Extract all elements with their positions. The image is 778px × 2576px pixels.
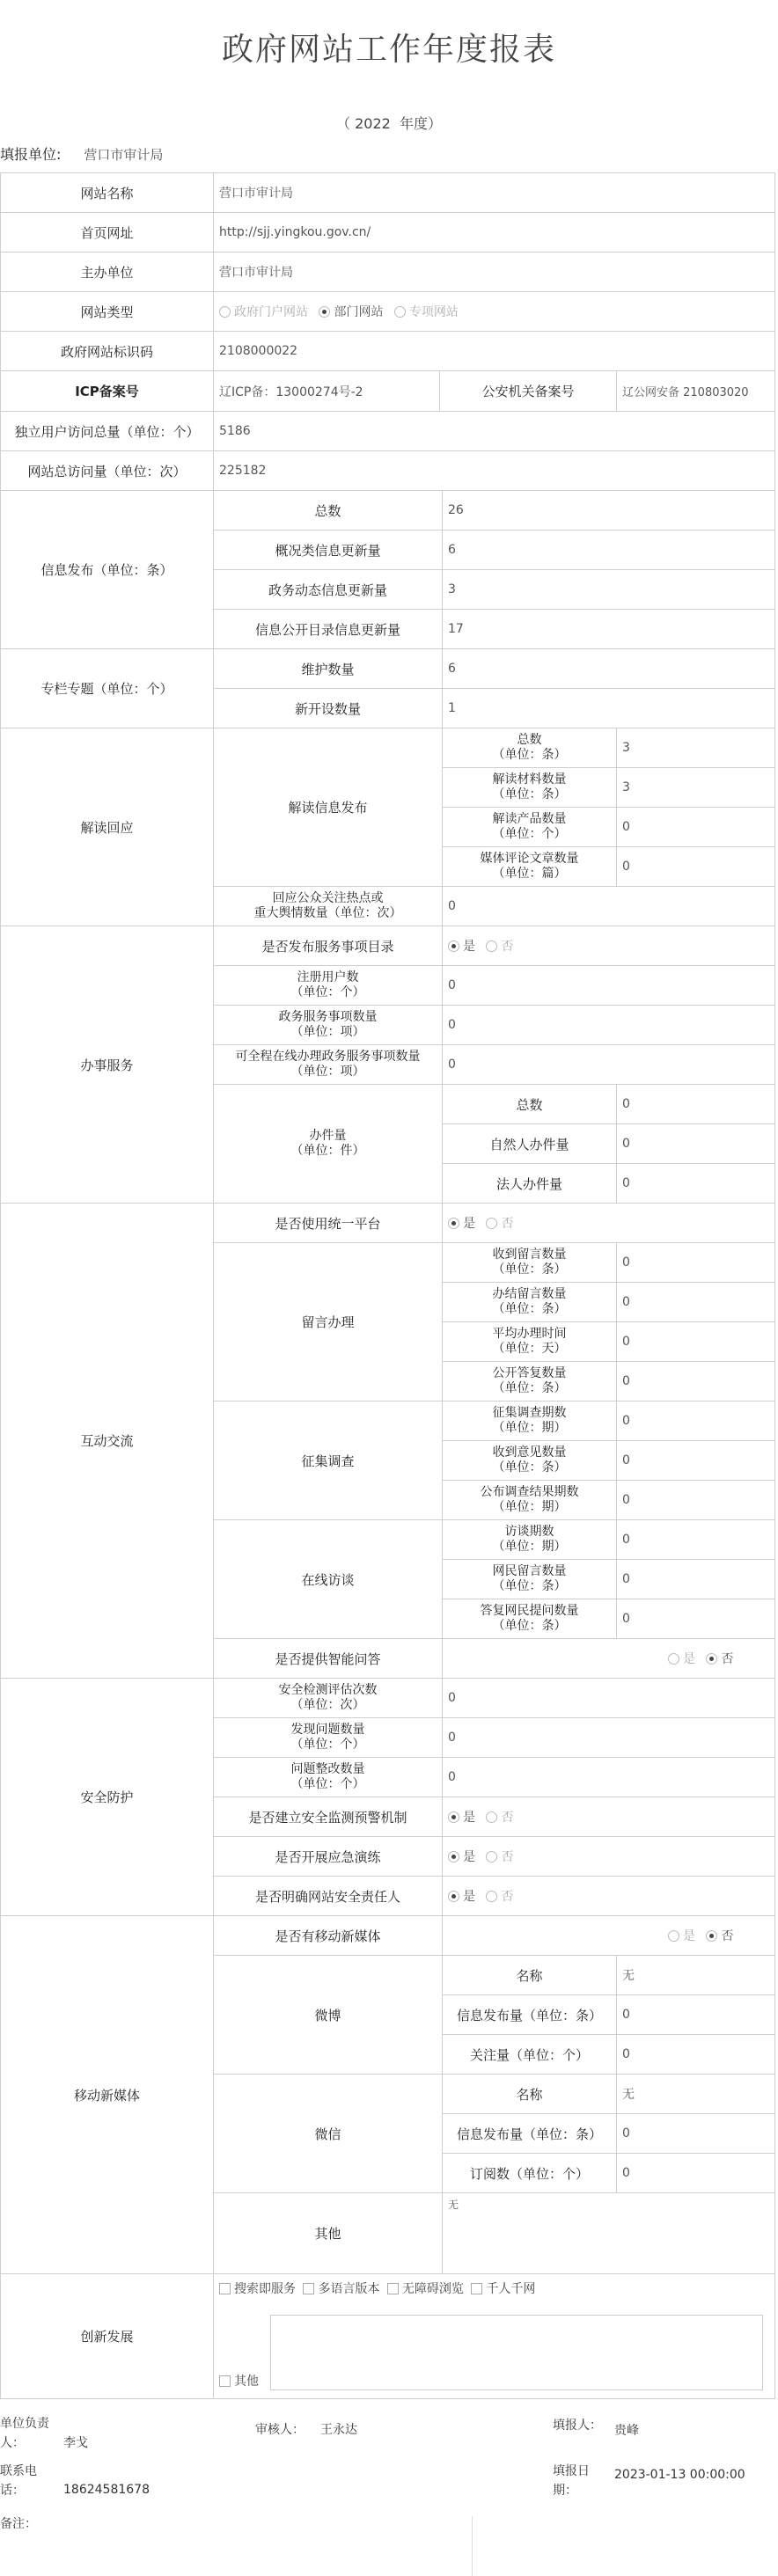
pv-value: 225182 xyxy=(214,451,775,491)
year-value: 2022 xyxy=(355,115,391,132)
msg-pub-value: 0 xyxy=(617,1362,775,1401)
wechat-name-value: 无 xyxy=(617,2075,775,2114)
interpret-respond-value: 0 xyxy=(443,887,775,926)
innovation-search-checkbox[interactable] xyxy=(219,2283,231,2294)
smart-no-radio[interactable] xyxy=(706,1653,717,1665)
service-catalog-yes-radio[interactable] xyxy=(448,940,459,952)
media-no-radio[interactable] xyxy=(706,1930,717,1942)
msg-time-value: 0 xyxy=(617,1322,775,1362)
police-label: 公安机关备案号 xyxy=(481,384,575,399)
survey-opinion-value: 0 xyxy=(617,1441,775,1481)
duty-no-radio[interactable] xyxy=(486,1891,497,1902)
innovation-other-textarea[interactable] xyxy=(270,2315,763,2390)
wechat-sub-value: 0 xyxy=(617,2154,775,2193)
security-fixed-value: 0 xyxy=(443,1758,775,1797)
info-total-value: 26 xyxy=(443,491,775,531)
interpret-section-label: 解读回应 xyxy=(1,728,214,926)
msg-recv-value: 0 xyxy=(617,1243,775,1283)
phone-label: 联系电 话： xyxy=(0,2464,37,2498)
service-catalog-no-radio[interactable] xyxy=(486,940,497,952)
drill-yes-radio[interactable] xyxy=(448,1851,459,1862)
innovation-section-label: 创新发展 xyxy=(1,2274,214,2399)
phone-value: 18624581678 xyxy=(63,2483,150,2497)
leader-label: 单位负责 人： xyxy=(0,2417,49,2450)
radio-special[interactable] xyxy=(394,306,406,318)
row-home-url: 首页网址 http://sjj.yingkou.gov.cn/ xyxy=(1,213,775,252)
row-pv: 网站总访问量（单位：次） 225182 xyxy=(1,451,775,491)
uv-value: 5186 xyxy=(214,412,775,451)
police-value: 辽公网安备 210803020 xyxy=(617,371,775,412)
row-icp: ICP备案号 辽ICP备：13000274号-2 公安机关备案号 辽公网安备 210803020 xyxy=(1,371,775,412)
platform-no-radio[interactable] xyxy=(486,1218,497,1229)
sponsor-value: 营口市审计局 xyxy=(214,252,775,292)
filler-unit: 填报单位: 营口市审计局 xyxy=(0,146,164,163)
wechat-pub-value: 0 xyxy=(617,2114,775,2154)
reviewer-label: 审核人： xyxy=(255,2423,305,2437)
row-site-code: 政府网站标识码 2108000022 xyxy=(1,332,775,371)
survey-count-value: 0 xyxy=(617,1401,775,1441)
icp-value: 辽ICP备：13000274号-2 xyxy=(214,371,440,411)
filler-unit-value: 营口市审计局 xyxy=(84,147,164,163)
service-vol-total-value: 0 xyxy=(617,1085,775,1124)
platform-yes-radio[interactable] xyxy=(448,1218,459,1229)
media-other-value: 无 xyxy=(443,2193,775,2274)
security-eval-value: 0 xyxy=(443,1679,775,1718)
smart-yes-radio[interactable] xyxy=(668,1653,679,1665)
filler-label: 填报人： xyxy=(553,2419,602,2433)
column-section-label: 专栏专题（单位：个） xyxy=(1,649,214,728)
duty-yes-radio[interactable] xyxy=(448,1891,459,1902)
info-disclosure-value: 17 xyxy=(443,610,775,649)
innovation-accessible-checkbox[interactable] xyxy=(387,2283,399,2294)
media-section-label: 移动新媒体 xyxy=(1,1916,214,2274)
remark-divider xyxy=(472,2516,473,2576)
innovation-personal-checkbox[interactable] xyxy=(471,2283,482,2294)
security-section-label: 安全防护 xyxy=(1,1679,214,1916)
site-code-value: 2108000022 xyxy=(214,332,775,371)
talk-count-value: 0 xyxy=(617,1520,775,1560)
interpret-product-value: 0 xyxy=(617,808,775,847)
monitor-yes-radio[interactable] xyxy=(448,1811,459,1823)
interpret-material-value: 3 xyxy=(617,768,775,808)
report-table: 网站名称 营口市审计局 首页网址 http://sjj.yingkou.gov.cn/ 主办单位 营口市审计局 网站类型 政府门户网站 部门网站 专项网站 政府网站标识码 2108000022 ICP备案号 辽ICP备：13000274号-2 公安机关备案号 辽公网安备 210803020 独立用户访问总量（单位：个） 5186 网站总访问量（单位：次） 225182 信息发布（单位：条） 总数 26 概况类信息更新量 6 政务动态信息更新量 3 信息公开目录信息更新量 17 专栏专题（单位：个） 维护数量 6 新开设数量 1 解读回应 解读信息发布 总数 （单位：条） 3 解读材料数量 （单位：条） 3 解读产品数量 （单位：个） 0 媒体评论文章数量 （单位：篇） 0 回应公众关注热点或 重大舆情数量（单位：次） 0 办事服务 是否发布服务事项目录 是 否 注册用户数 （单位：个） 0 政务服务事项数量 （单位：项） 0 可全程在线办理政务服务事项数量 （单位：项） 0 办件量 （单位：件） 总数 0 自然人办件量 0 法人办件量 0 互动交流 是否使用统一平台 是 否 留言办理 收到留言数量 （单位：条） 0 办结留言数量 （单位：条） 0 平均办理时间 （单位：天） 0 公开答复数量 （单位：条） 0 征集调查 征集调查期数 （单位：期） 0 收到意见数量 （单位：条） 0 公布调查结果期数 （单位：期） 0 在线访谈 访谈期数 （单位：期） 0 网民留言数量 （单位：条） 0 答复网民提问数量 （单位：条） 0 是否提供智能问答 是 否 安全防护 安全检测评估次数 （单位：次） 0 发现问题数量 （单位：个） 0 问题整改数量 （单位：个） 0 是否建立安全监测预警机制 是 否 是否开展应急演练 是 否 是否明确网站安全责任人 是 否 移动新媒体 是否有移动新媒体 是 否 微博 名称 无 信息发布量（单位：条） 0 关注量（单位：个） 0 微信 名称 无 信息发布量（单位：条） 0 订阅数（单位：个） 0 其他 无 创新发展 搜索即服务 多语言版本 无障碍浏览 千人千网 其他 xyxy=(0,172,775,2399)
remark-label: 备注： xyxy=(0,2517,37,2531)
info-overview-value: 6 xyxy=(443,531,775,570)
page-title: 政府网站工作年度报表 xyxy=(221,32,556,68)
radio-department[interactable] xyxy=(319,306,330,318)
column-new-value: 1 xyxy=(443,689,775,728)
site-name-value: 营口市审计局 xyxy=(214,173,775,213)
monitor-no-radio[interactable] xyxy=(486,1811,497,1823)
service-online-value: 0 xyxy=(443,1045,775,1085)
service-section-label: 办事服务 xyxy=(1,926,214,1204)
info-news-value: 3 xyxy=(443,570,775,610)
interpret-media-value: 0 xyxy=(617,847,775,887)
drill-no-radio[interactable] xyxy=(486,1851,497,1862)
innovation-other-checkbox[interactable] xyxy=(219,2375,231,2387)
service-users-value: 0 xyxy=(443,966,775,1006)
media-yes-radio[interactable] xyxy=(668,1930,679,1942)
reviewer-value: 王永达 xyxy=(320,2423,357,2437)
filler-value: 贵峰 xyxy=(614,2424,639,2438)
radio-portal[interactable] xyxy=(219,306,231,318)
column-maintain-value: 6 xyxy=(443,649,775,689)
service-vol-person-value: 0 xyxy=(617,1124,775,1164)
security-found-value: 0 xyxy=(443,1718,775,1758)
msg-done-value: 0 xyxy=(617,1283,775,1322)
row-sponsor: 主办单位 营口市审计局 xyxy=(1,252,775,292)
innovation-multilang-checkbox[interactable] xyxy=(303,2283,314,2294)
site-type-options: 政府门户网站 部门网站 专项网站 xyxy=(214,292,775,332)
date-label: 填报日 期： xyxy=(553,2464,590,2498)
service-items-value: 0 xyxy=(443,1006,775,1045)
report-year: （ 2022 年度） xyxy=(335,115,442,132)
date-value: 2023-01-13 00:00:00 xyxy=(614,2468,745,2482)
service-vol-legal-value: 0 xyxy=(617,1164,775,1204)
survey-result-value: 0 xyxy=(617,1481,775,1520)
weibo-pub-value: 0 xyxy=(617,1995,775,2035)
weibo-follow-value: 0 xyxy=(617,2035,775,2075)
row-site-name: 网站名称 营口市审计局 xyxy=(1,173,775,213)
row-site-type: 网站类型 政府门户网站 部门网站 专项网站 xyxy=(1,292,775,332)
weibo-name-value: 无 xyxy=(617,1956,775,1995)
talk-question-value: 0 xyxy=(617,1560,775,1599)
info-section-label: 信息发布（单位：条） xyxy=(1,491,214,649)
home-url-value: http://sjj.yingkou.gov.cn/ xyxy=(214,213,775,252)
talk-answer-value: 0 xyxy=(617,1599,775,1639)
interpret-total-value: 3 xyxy=(617,728,775,768)
row-uv: 独立用户访问总量（单位：个） 5186 xyxy=(1,412,775,451)
interact-section-label: 互动交流 xyxy=(1,1204,214,1679)
leader-value: 李戈 xyxy=(63,2436,88,2450)
